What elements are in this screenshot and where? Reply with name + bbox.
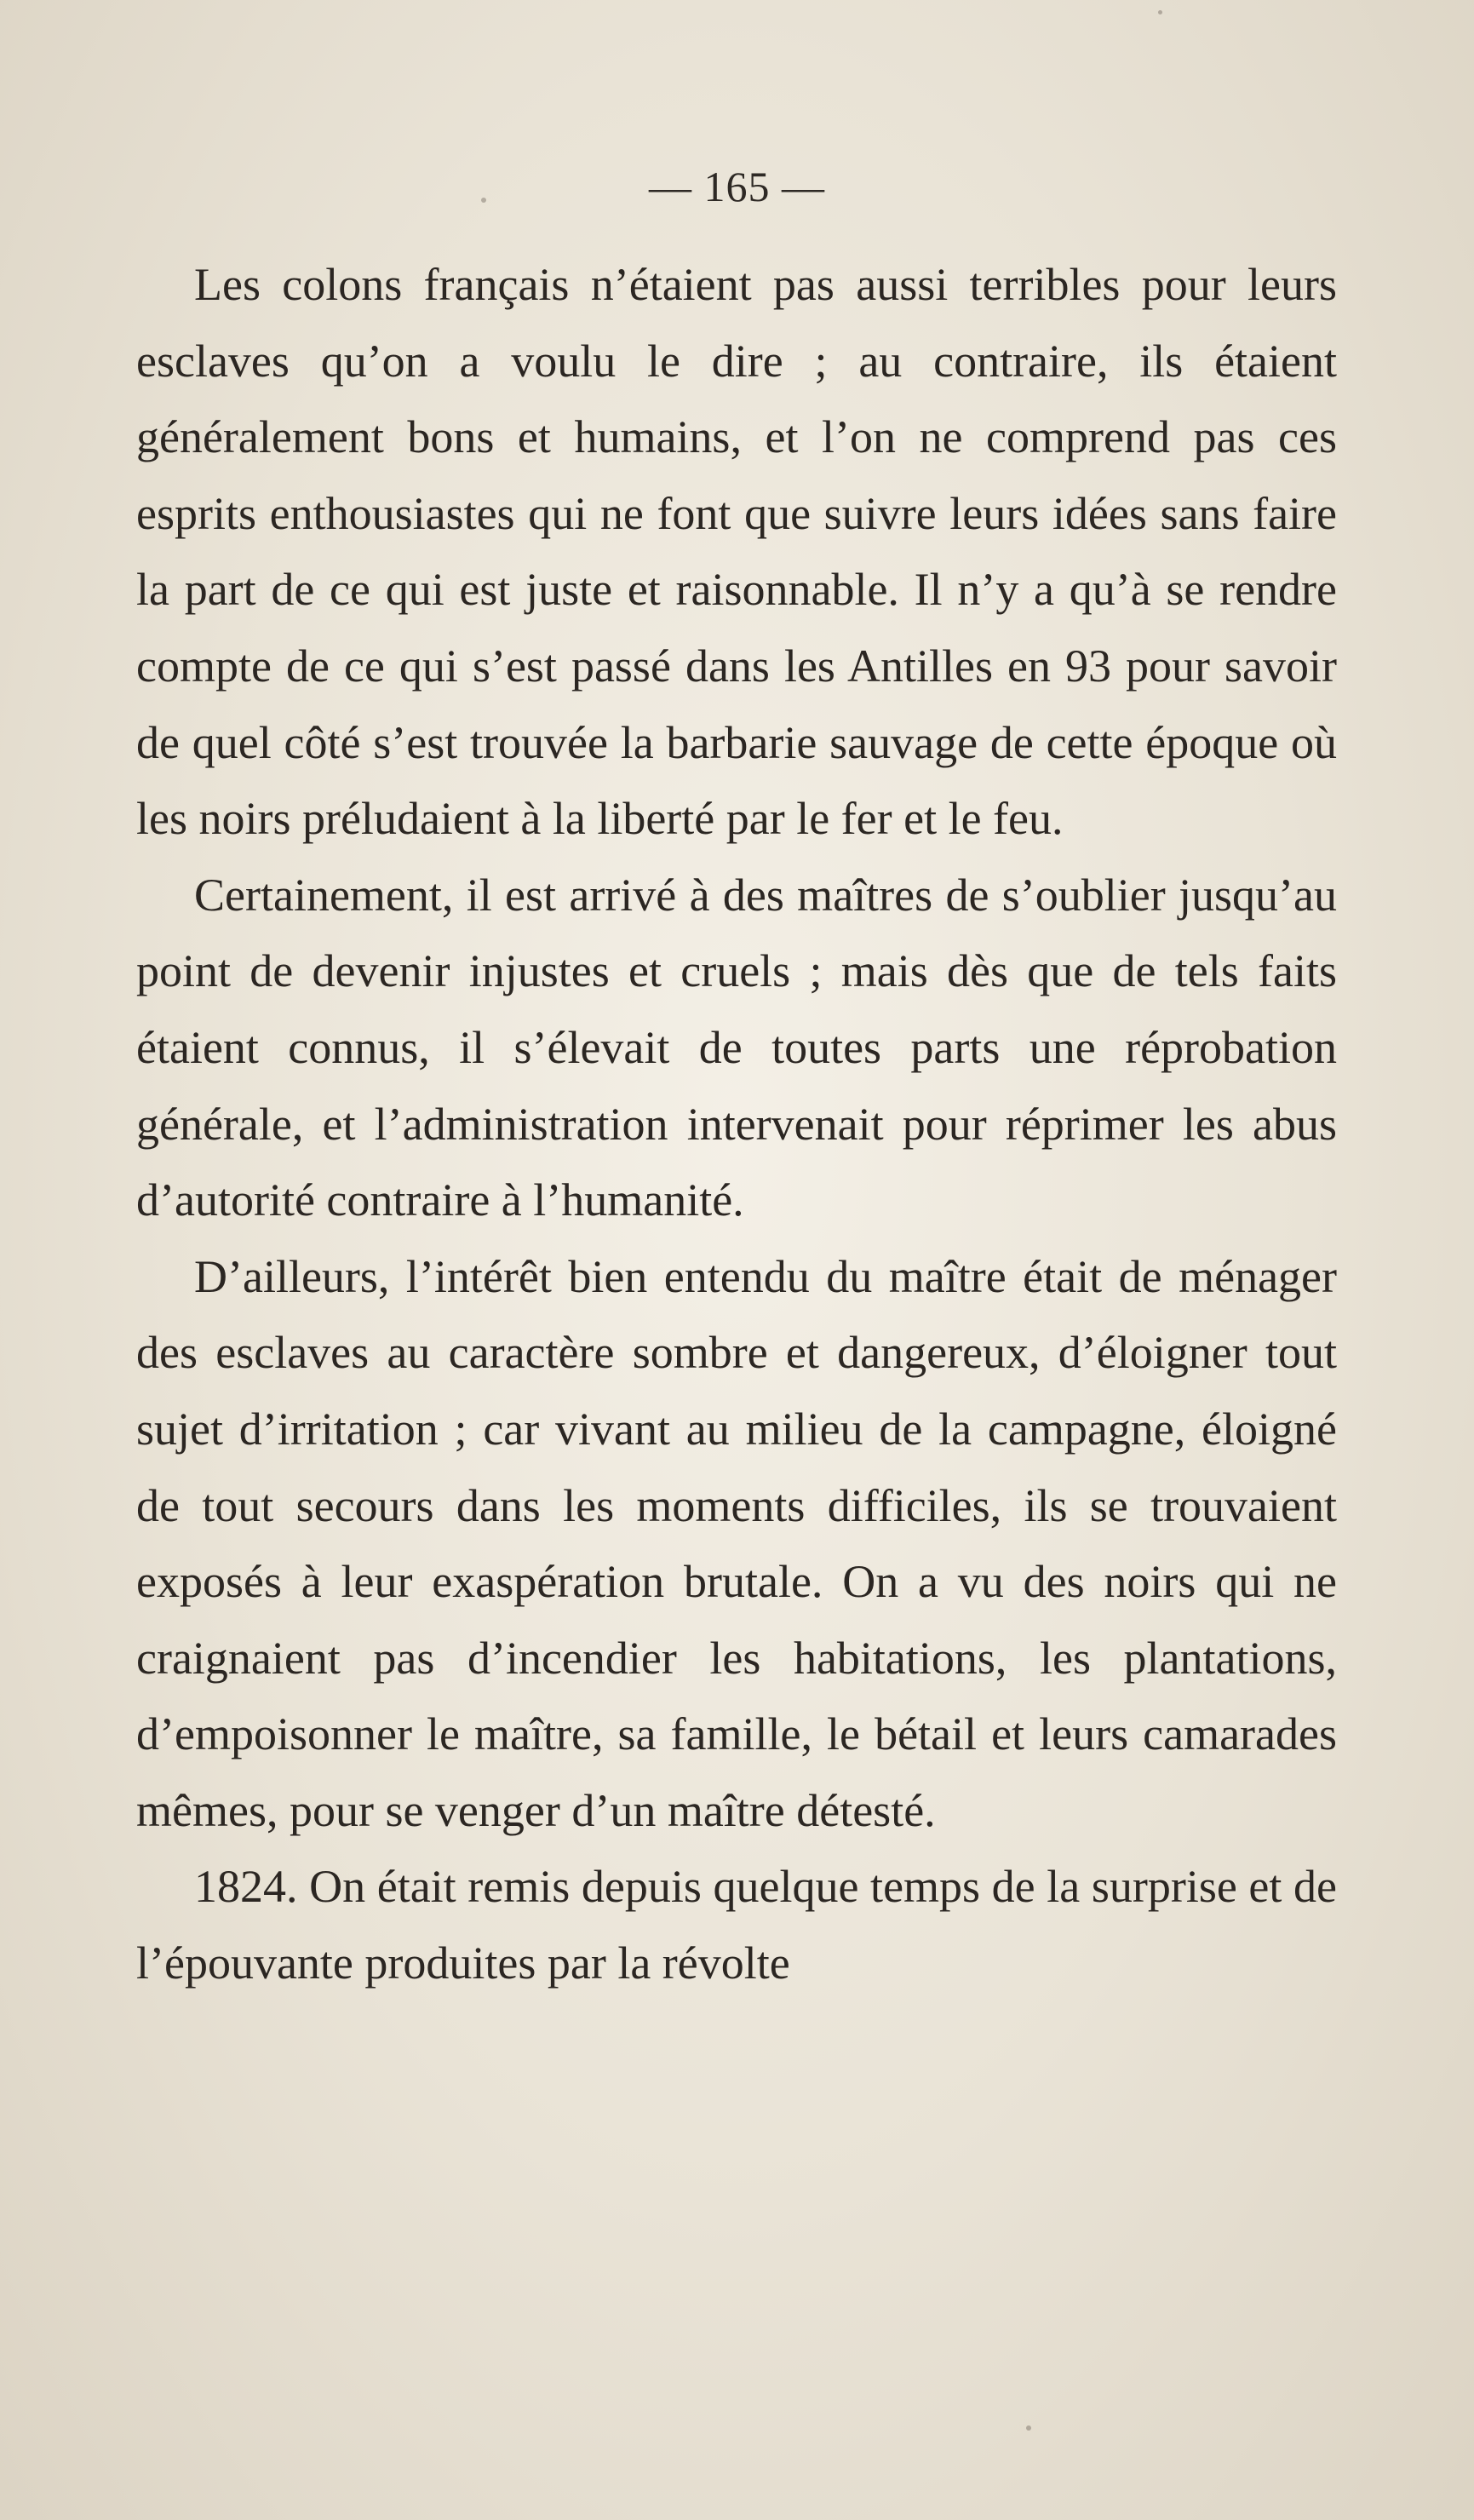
body-text — [136, 247, 1337, 2002]
paper-speck — [481, 198, 486, 203]
page-number: — 165 — — [649, 163, 825, 210]
paper-speck — [1026, 2425, 1031, 2431]
paragraph-3: D’ailleurs, l’intérêt bien entendu du maître était de ménager des esclaves au caractère sombre et dangereux, d’éloigner tout sujet d’irritation ; car vivant au milieu de la campagne, éloigné de tout secours dans les moments difficiles, ils se trouvaient exposés à leur exaspération brutale. On a vu des noirs qui ne craignaient pas d’incendier les habitations, les plantations, d’empoisonner le maître, sa famille, le bétail et leurs camarades mêmes, pour se venger d’un maître détesté. — [136, 1250, 1337, 1836]
paragraph-4: 1824. On était remis depuis quelque temps de la surprise et de l’épouvante produites par la révolte — [136, 1861, 1337, 1989]
paragraph-1: Les colons français n’étaient pas aussi terribles pour leurs esclaves qu’on a voulu le dire ; au contraire, ils étaient généralement bons et humains, et l’on ne comprend pas ces esprits enthousiastes qui ne font que suivre leurs idées sans faire la part de ce qui est juste et raisonnable. Il n’y a qu’à se rendre compte de ce qui s’est passé dans les Antilles en 93 pour savoir de quel côté s’est trouvée la barbarie sauvage de cette époque où les noirs préludaient à la liberté par le fer et le feu. — [136, 259, 1337, 845]
paragraph-2: Certainement, il est arrivé à des maîtres de s’oublier jusqu’au point de devenir injustes et cruels ; mais dès que de tels faits étaient connus, il s’élevait de toutes parts une réprobation générale, et l’administration intervenait pour réprimer les abus d’autorité contraire à l’humanité. — [136, 869, 1337, 1226]
paper-speck — [1158, 10, 1162, 14]
